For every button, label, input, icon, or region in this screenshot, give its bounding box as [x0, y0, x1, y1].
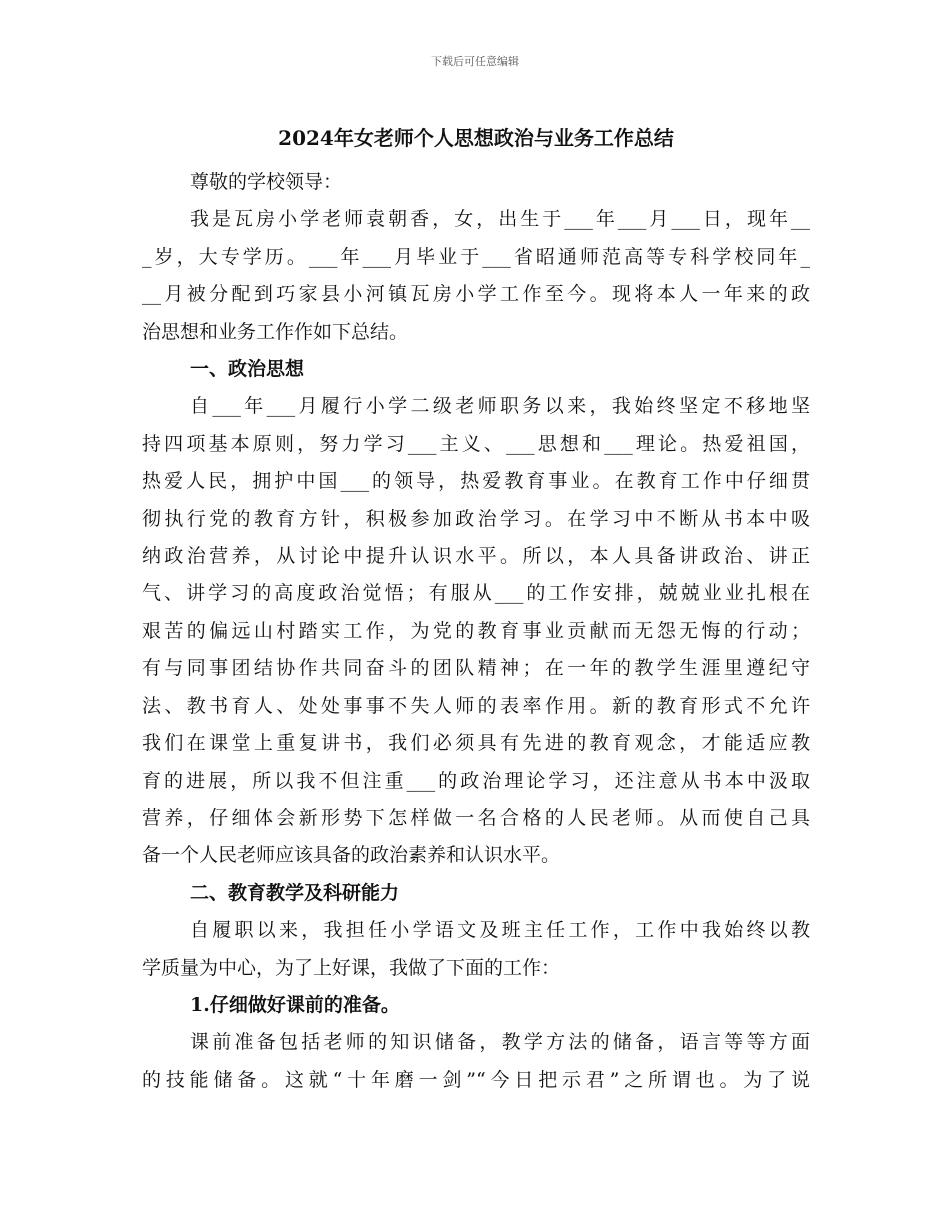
section-heading: 1.仔细做好课前的准备。 [190, 993, 400, 1016]
text-line: 持四项基本原则，努力学习___主义、___思想和___理论。热爱祖国， [142, 432, 810, 455]
text-line: 营养，仔细体会新形势下怎样做一名合格的人民老师。从而使自己具 [142, 806, 810, 829]
text-line: 我们在课堂上重复讲书，我们必须具有先进的教育观念，才能适应教 [142, 732, 810, 755]
text-line: 备一个人民老师应该具备的政治素养和认识水平。 [142, 844, 561, 867]
text-line: 自___年___月履行小学二级老师职务以来，我始终坚定不移地坚 [190, 395, 810, 418]
document-text [142, 164, 810, 1099]
text-line: 有与同事团结协作共同奋斗的团队精神；在一年的教学生涯里遵纪守 [142, 657, 810, 680]
text-line: __月被分配到巧家县小河镇瓦房小学工作至今。现将本人一年来的政 [142, 283, 810, 306]
text-line: 热爱人民，拥护中国___的领导，热爱教育事业。在教育工作中仔细贯 [142, 470, 810, 493]
document-title: 2024年女老师个人思想政治与业务工作总结 [278, 126, 674, 150]
text-line: 课前准备包括老师的知识储备，教学方法的储备，语言等等方面 [190, 1031, 810, 1054]
text-line: 彻执行党的教育方针，积极参加政治学习。在学习中不断从书本中吸 [142, 507, 810, 530]
text-line: 的技能储备。这就“十年磨一剑”“今日把示君”之所谓也。为了说 [142, 1068, 810, 1091]
document-body [142, 118, 810, 1099]
text-line: 我是瓦房小学老师袁朝香，女，出生于___年___月___日，现年__ [190, 208, 810, 231]
page-header-note: 下载后可任意编辑 [431, 55, 519, 68]
text-line: 自履职以来，我担任小学语文及班主任工作，工作中我始终以教 [190, 919, 810, 942]
text-line: 气、讲学习的高度政治觉悟；有服从___的工作安排，兢兢业业扎根在 [142, 582, 810, 605]
section-heading: 二、教育教学及科研能力 [190, 881, 400, 904]
text-line: 艰苦的偏远山村踏实工作，为党的教育事业贡献而无怨无悔的行动； [142, 619, 810, 642]
text-line: 学质量为中心，为了上好课，我做了下面的工作： [142, 956, 561, 979]
section-heading: 一、政治思想 [190, 358, 305, 381]
text-line: 法、教书育人、处处事事不失人师的表率作用。新的教育形式不允许 [142, 694, 810, 717]
text-line: 尊敬的学校领导： [190, 171, 343, 193]
text-line: 育的进展，所以我不但注重___的政治理论学习，还注意从书本中汲取 [142, 769, 810, 792]
text-line: 治思想和业务工作作如下总结。 [142, 320, 409, 343]
text-line: _岁，大专学历。___年___月毕业于___省昭通师范高等专科学校同年_ [142, 245, 810, 268]
text-line: 纳政治营养，从讨论中提升认识水平。所以，本人具备讲政治、讲正 [142, 545, 810, 568]
